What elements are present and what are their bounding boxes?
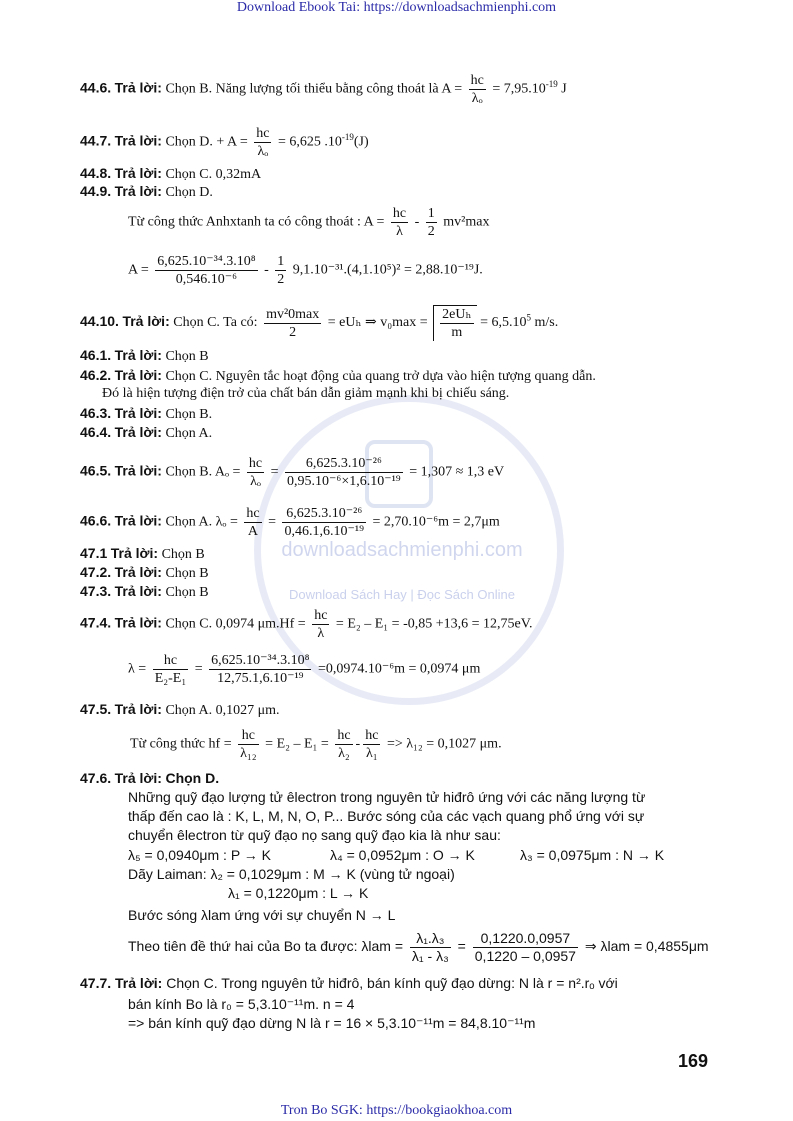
answer-47-6-line8: Theo tiên đề thứ hai của Bo ta được: λlam = $\frac{\text{λ₁.λ₃}}{\text{λ₁ - λ₃}}$ = $\frac{0,1220.0,0957}{0,1220 - 0,0957}$ ⇒ λlam = 0,4855μm — [128, 930, 709, 964]
answer-47-6-line6: λ₁ = 0,1220μm : L → K — [228, 885, 369, 901]
answer-47-6-line5: Dãy Laiman: λ₂ = 0,1029μm : M → K (vùng tử ngoại) — [128, 866, 455, 882]
answer-44-8: 44.8. Trả lời: Chọn C. 0,32mA — [80, 165, 262, 182]
answer-47-7: 47.7. Trả lời: Chọn C. Trong nguyên tử hiđrô, bán kính quỹ đạo dừng: N là r = n².rₒ với — [80, 975, 618, 991]
watermark-site: downloadsachmienphi.com — [281, 539, 523, 561]
answer-47-3: 47.3. Trả lời: Chọn B — [80, 583, 209, 600]
answer-46-1: 46.1. Trả lời: Chọn B — [80, 347, 209, 364]
answer-47-6-line7: Bước sóng λlam ứng với sự chuyển N → L — [128, 907, 396, 923]
answer-46-5: 46.5. Trả lời: Chọn B. Aₒ = $\frac{hc}{\text{λₒ}}$ = $\frac{\text{6,625.3.10⁻²⁶}}{\text{0,95.10⁻⁶×1,6.10⁻¹⁹}}$ = 1,307 ≈ 1,3 eV — [80, 456, 505, 489]
answer-47-7-line3: => bán kính quỹ đạo dừng N là r = 16 × 5,3.10⁻¹¹m = 84,8.10⁻¹¹m — [128, 1015, 536, 1031]
answer-44-9: 44.9. Trả lời: Chọn D. — [80, 183, 213, 200]
answer-47-5: 47.5. Trả lời: Chọn A. 0,1027 μm. — [80, 701, 280, 718]
watermark-tagline: Download Sách Hay | Đọc Sách Online — [289, 587, 515, 602]
answer-47-4-calc: λ = $\frac{hc}{\text{E₂-E₁}}$ = $\frac{\text{6,625.10⁻³⁴.3.10⁸}}{\text{12,75.1,6.10⁻¹⁹}}$ =0,0974.10⁻⁶m = 0,0974 μm — [128, 653, 481, 686]
answer-46-6: 46.6. Trả lời: Chọn A. λₒ = $\frac{hc}{A}$ = $\frac{\text{6,625.3.10⁻²⁶}}{\text{0,46.1,6.10⁻¹⁹}}$ = 2,70.10⁻⁶m = 2,7μm — [80, 506, 500, 539]
answer-44-6: 44.6. Trả lời: Chọn B. Năng lượng tối thiểu bằng công thoát là A = $\frac{hc}{\text{λₒ}}$ = $7,95.10^{-19}$ J — [80, 73, 567, 106]
answer-46-2: 46.2. Trả lời: Chọn C. Nguyên tắc hoạt động của quang trở dựa vào hiện tượng quang dẫn. — [80, 367, 596, 384]
answer-47-6-line4a: λ₅ = 0,0940μm : P → K — [128, 847, 272, 863]
answer-47-4: 47.4. Trả lời: Chọn C. 0,0974 μm.Hf = $\frac{hc}{\lambda}$ = E₂ – E₁ = -0,85 +13,6 = 12,75eV. — [80, 608, 533, 641]
answer-44-10: 44.10. Trả lời: Chọn C. Ta có: $\frac{\text{mv²0max}}{2}$ = eUₕ ⇒ v₀max = $\frac{\text{2eUₕ}}{m}$ = $6,5.10^5$ m/s. — [80, 306, 559, 340]
answer-47-6-line4c: λ₃ = 0,0975μm : N → K — [520, 847, 665, 863]
answer-47-6-line2: thấp đến cao là : K, L, M, N, O, P... Bước sóng của các vạch quang phổ ứng với sự — [128, 808, 645, 824]
answer-47-7-line2: bán kính Bo là r₀ = 5,3.10⁻¹¹m. n = 4 — [128, 996, 355, 1012]
answer-47-6-line4b: λ₄ = 0,0952μm : O → K — [330, 847, 475, 863]
answer-44-7: 44.7. Trả lời: Chọn D. + A = $\frac{hc}{\text{λₒ}}$ = 6,625 $.10^{-19}(J)$ — [80, 126, 369, 159]
sgk-footer-link[interactable]: Tron Bo SGK: https://bookgiaokhoa.com — [280, 1103, 513, 1118]
answer-47-5-calc: Từ công thức hf = $\frac{hc}{\text{λ₁₂}}$ = E₂ – E₁ = $\frac{hc}{\text{λ₂}}$ - $\frac{hc}{\text{λ₁}}$ => λ₁₂ = 0,1027 μm. — [130, 728, 502, 761]
answer-47-6: 47.6. Trả lời: Chọn D. — [80, 770, 220, 786]
answer-46-4: 46.4. Trả lời: Chọn A. — [80, 424, 213, 441]
answer-46-2-cont: Đó là hiện tượng điện trở của chất bán dẫn giảm mạnh khi bị chiếu sáng. — [102, 386, 510, 401]
answer-47-6-line3: chuyển êlectron từ quỹ đạo nọ sang quỹ đạo kia là như sau: — [128, 827, 501, 843]
answer-46-3: 46.3. Trả lời: Chọn B. — [80, 405, 213, 422]
answer-44-9-calc: A = $\frac{\text{6,625.10⁻³⁴.3.10⁸}}{\text{0,546.10⁻⁶}}$ - $\frac{1}{2}$ 9,1.10⁻³¹.(4,1.10⁵)² = 2,88.10⁻¹⁹J. — [128, 254, 483, 287]
page-number: 169 — [678, 1051, 709, 1071]
answer-47-2: 47.2. Trả lời: Chọn B — [80, 564, 209, 581]
answer-47-1: 47.1 Trả lời: Chọn B — [80, 545, 205, 562]
answer-47-6-line1: Những quỹ đạo lượng tử êlectron trong nguyên tử hiđrô ứng với các năng lượng từ — [128, 789, 646, 805]
download-header-link[interactable]: Download Ebook Tai: https://downloadsachmienphi.com — [236, 0, 557, 15]
answer-44-9-formula: Từ công thức Anhxtanh ta có công thoát : A = $\frac{hc}{\lambda}$ - $\frac{1}{2}$ mv²max — [128, 206, 490, 239]
answer-label: Trả lời: — [114, 79, 162, 96]
